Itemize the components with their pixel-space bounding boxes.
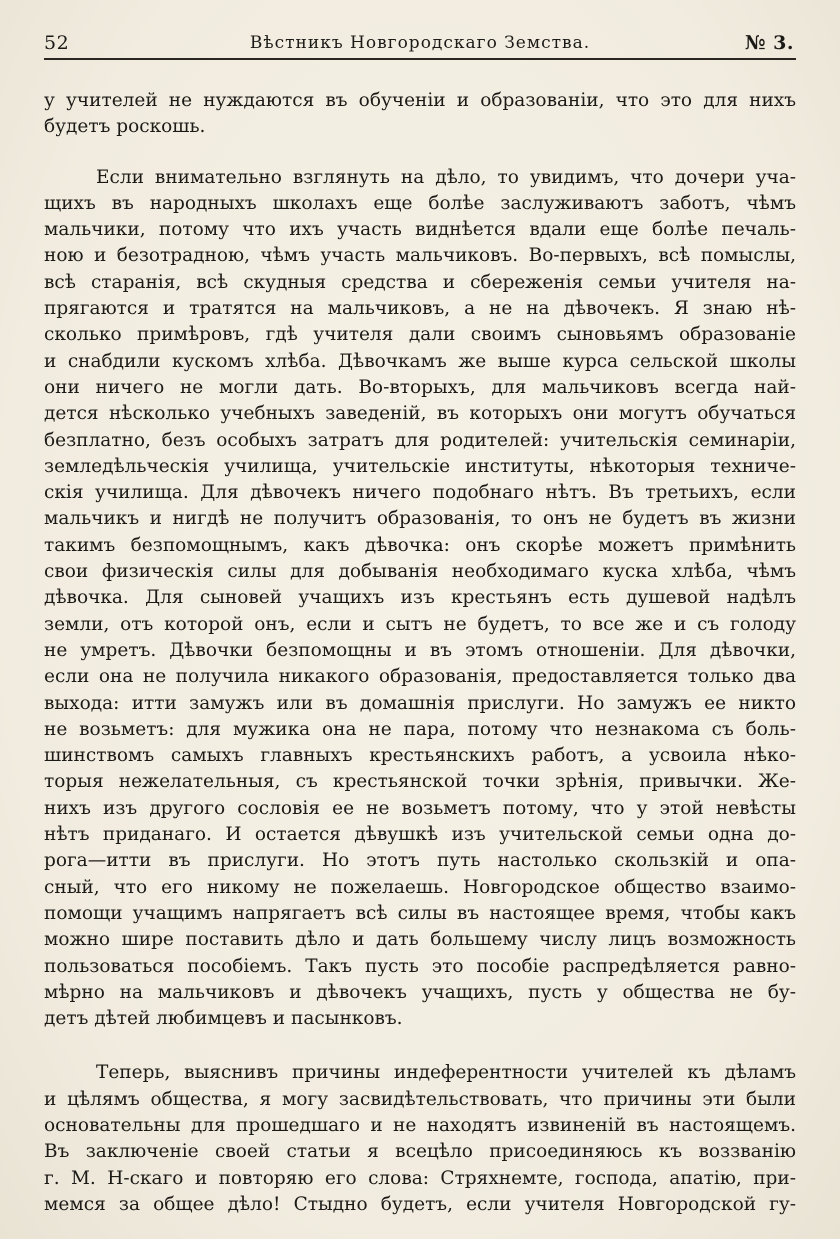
- page-header: [44, 30, 796, 60]
- paragraph-1: [44, 88, 796, 141]
- paragraph-spacer: [44, 1032, 796, 1060]
- journal-title: Вѣстникъ Новгородскаго Земства.: [249, 33, 591, 53]
- text-line: выхода: итти замужъ или въ домашнія прислуги. Но замужъ ее никто: [44, 692, 796, 714]
- article-body: [44, 88, 796, 1218]
- text-line: дется нѣсколько учебныхъ заведеній, въ которыхъ они могутъ обучаться: [44, 403, 796, 425]
- text-line: если она не получила никакого образованія, предоставляется только два: [44, 666, 796, 688]
- text-line: Если внимательно взглянуть на дѣло, то увидимъ, что дочери уча-: [96, 166, 796, 188]
- text-line: прягаются и тратятся на мальчиковъ, а не на дѣвочекъ. Я знаю нѣ-: [44, 298, 796, 320]
- text-line: дѣвочка. Для сыновей учащихъ изъ крестьянъ есть душевой надѣлъ: [44, 587, 796, 609]
- text-line: мальчики, потому что ихъ участь виднѣется вдали еще болѣе печаль-: [44, 219, 796, 241]
- text-line: Теперь, выяснивъ причины индеферентности учителей къ дѣламъ: [96, 1062, 796, 1084]
- text-line: детъ дѣтей любимцевъ и пасынковъ.: [44, 1008, 403, 1030]
- text-line: такимъ безпомощнымъ, какъ дѣвочка: онъ скорѣе можетъ примѣнить: [44, 534, 796, 556]
- text-line: нѣтъ приданаго. И остается дѣвушкѣ изъ учительской семьи одна до-: [44, 824, 796, 846]
- text-line: они ничего не могли дать. Во-вторыхъ, для мальчиковъ всегда най-: [44, 376, 796, 398]
- text-line: ною и безотрадною, чѣмъ участь мальчиковъ. Во-первыхъ, всѣ помыслы,: [44, 245, 796, 267]
- text-line: шинствомъ самыхъ главныхъ крестьянскихъ работъ, а усвоила нѣко-: [44, 745, 796, 767]
- text-line: будетъ роскошь.: [44, 116, 206, 138]
- text-line: и снабдили кускомъ хлѣба. Дѣвочкамъ же выше курса сельской школы: [44, 350, 796, 372]
- text-line: земледѣльческія училища, учительскіе институты, нѣкоторыя техниче-: [44, 455, 796, 477]
- text-line: земли, отъ которой онъ, если и сытъ не будетъ, то все же и съ голоду: [44, 613, 796, 635]
- page-number: 52: [44, 32, 70, 54]
- text-line: скія училища. Для дѣвочекъ ничего подобнаго нѣтъ. Въ третьихъ, если: [44, 482, 796, 504]
- paragraph-2: [44, 165, 796, 1033]
- text-line: мѣрно на мальчиковъ и дѣвочекъ учащихъ, пусть у общества не бу-: [44, 981, 796, 1003]
- text-line: сколько примѣровъ, гдѣ учителя дали своимъ сыновьямъ образованіе: [44, 324, 796, 346]
- text-line: мальчикъ и нигдѣ не получитъ образованія, то онъ не будетъ въ жизни: [44, 508, 796, 530]
- text-line: безплатно, безъ особыхъ затратъ для родителей: учительскія семинаріи,: [44, 429, 796, 451]
- text-line: сный, что его никому не пожелаешь. Новгородское общество взаимо-: [44, 876, 796, 898]
- paragraph-3: [44, 1060, 796, 1218]
- text-line: рога—итти въ прислуги. Но этотъ путь настолько скользкій и опа-: [44, 850, 796, 872]
- text-line: помощи учащимъ напрягаетъ всѣ силы въ настоящее время, чтобы какъ: [44, 902, 796, 924]
- text-line: не умретъ. Дѣвочки безпомощны и въ этомъ отношеніи. Для дѣвочки,: [44, 639, 796, 661]
- text-line: пользоваться пособіемъ. Такъ пусть это пособіе распредѣляется равно-: [44, 955, 796, 977]
- text-line: щихъ въ народныхъ школахъ еще болѣе заслуживаютъ заботъ, чѣмъ: [44, 192, 796, 214]
- text-line: всѣ старанія, всѣ скудныя средства и сбереженія семьи учителя на-: [44, 271, 796, 293]
- text-line: Въ заключеніе своей статьи я всецѣло присоединяюсь къ воззванію: [44, 1141, 796, 1163]
- text-line: можно шире поставить дѣло и дать большему числу лицъ возможность: [44, 929, 796, 951]
- text-line: г. М. Н-скаго и повторяю его слова: Стряхнемте, господа, апатію, при-: [44, 1167, 796, 1189]
- text-line: нихъ изъ другого сословія ее не возьметъ потому, что у этой невѣсты: [44, 797, 796, 819]
- paragraph-spacer: [44, 141, 796, 165]
- text-line: у учителей не нуждаются въ обученіи и образованіи, что это для нихъ: [44, 90, 796, 111]
- issue-number: № 3.: [744, 32, 794, 54]
- text-line: основательны для прошедшаго и не находятъ извиненій въ настоящемъ.: [44, 1114, 796, 1136]
- text-line: мемся за общее дѣло! Стыдно будетъ, если учителя Новгородской гу-: [44, 1193, 796, 1215]
- text-line: торыя нежелательныя, съ крестьянской точки зрѣнія, привычки. Же-: [44, 771, 796, 793]
- text-line: свои физическія силы для добыванія необходимаго куска хлѣба, чѣмъ: [44, 561, 796, 583]
- text-line: и цѣлямъ общества, я могу засвидѣтельствовать, что причины эти были: [44, 1088, 796, 1110]
- text-line: не возьметъ: для мужика она не пара, потому что незнакома съ боль-: [44, 718, 796, 740]
